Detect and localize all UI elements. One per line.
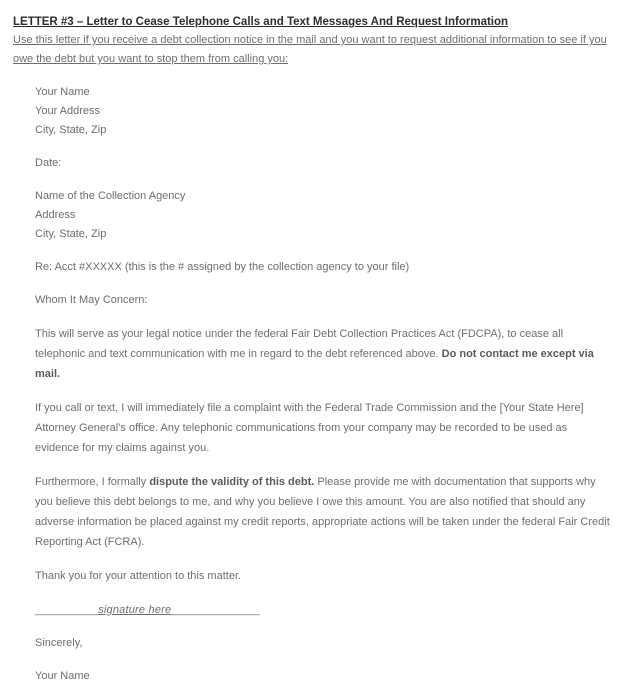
sign-off-line: Sincerely, <box>35 637 83 649</box>
re-block <box>35 258 611 277</box>
salutation-line: Whom It May Concern: <box>35 294 148 306</box>
letter-body <box>35 83 611 686</box>
paragraph-dispute-lead-text: Furthermore, I formally <box>35 476 150 488</box>
date-line: Date: <box>35 157 62 169</box>
sender-name-line: Your Name <box>35 86 90 98</box>
closing-thanks-line: Thank you for your attention to this matter. <box>35 570 242 582</box>
sender-address-block <box>35 83 611 140</box>
recipient-name-line: Name of the Collection Agency <box>35 190 186 202</box>
signer-name-line: Your Name <box>35 670 90 682</box>
letter-title: LETTER #3 – Letter to Cease Telephone Calls and Text Messages And Request Information <box>13 16 509 28</box>
signature-line-suffix: ______________ <box>171 604 260 616</box>
signature-line <box>35 600 611 620</box>
date-block <box>35 154 611 173</box>
sender-city-line: City, State, Zip <box>35 124 107 136</box>
recipient-address-block <box>35 187 611 244</box>
signature-here-label: signature here <box>98 604 172 616</box>
sign-off-block <box>35 634 611 653</box>
signer-name-block <box>35 667 611 686</box>
paragraph-cease-bold-text: Do not contact me except via mail. <box>35 348 594 380</box>
paragraph-dispute-bold-text: dispute the validity of this debt. <box>149 476 315 488</box>
sender-address-line: Your Address <box>35 105 101 117</box>
paragraph-complaint: If you call or text, I will immediately file a complaint with the Federal Trade Commission and the [Your State Here] Attorney General’s office. Any telephonic communications from your company may be recorded to be used as evidence for my claims against you. <box>35 402 584 454</box>
salutation-block <box>35 291 611 310</box>
paragraph-cease-normal-text: This will serve as your legal notice under the federal Fair Debt Collection Practices Act (FDCPA), to cease all telephonic and text communication with me in regard to the debt referenced above. <box>35 328 564 360</box>
signature-line-prefix: __________ <box>35 604 99 616</box>
paragraph-dispute-rest-text: Please provide me with documentation that supports why you believe this debt belongs to me, and why you believe I owe this amount. You are also notified that should any adverse information be placed against my credit reports, appropriate actions will be taken under the federal Fair Credit Reporting Act (FCRA). <box>35 476 610 548</box>
recipient-address-line: Address <box>35 209 76 221</box>
intro-note: Use this letter if you receive a debt collection notice in the mail and you want to request additional information to see if you owe the debt but you want to stop them from calling you: <box>13 34 607 65</box>
paragraph-dispute <box>35 472 611 552</box>
paragraph-cease-contact <box>35 324 611 384</box>
recipient-city-line: City, State, Zip <box>35 228 107 240</box>
re-line: Re: Acct #XXXXX (this is the # assigned by the collection agency to your file) <box>35 261 410 273</box>
